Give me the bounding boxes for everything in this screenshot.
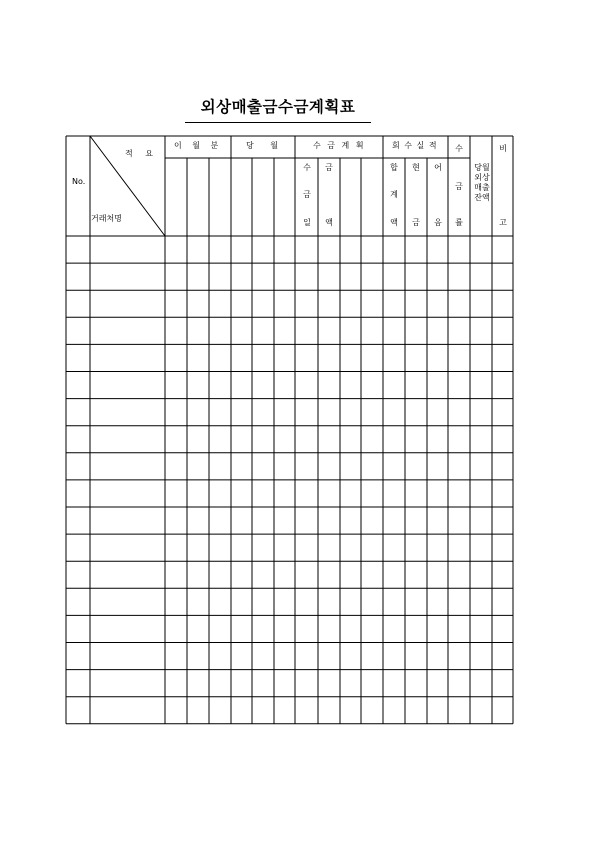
header-no: No.: [72, 177, 86, 186]
header-sum-3: 액: [390, 218, 398, 227]
header-client-name: 거래처명: [91, 214, 122, 223]
header-cash-1: 현: [412, 163, 420, 172]
header-receivable-2: 금: [455, 182, 463, 191]
header-plan-amount-2: 액: [325, 218, 333, 227]
header-bill-2: 음: [434, 218, 442, 227]
header-summary: 적 요: [125, 149, 158, 158]
header-plan-date-1: 수: [303, 163, 311, 172]
header-carryover: 이 월 분: [174, 141, 223, 150]
header-current-month: 당 월: [246, 141, 285, 150]
header-receivable-3: 률: [455, 218, 463, 227]
header-cash-2: 금: [412, 218, 420, 227]
header-remarks-top: 비: [499, 144, 507, 153]
header-remarks-bottom: 고: [499, 218, 507, 227]
header-plan-date-2: 금: [303, 190, 311, 199]
header-sum-2: 계: [390, 190, 398, 199]
form-title: 외상매출금수금계획표: [185, 96, 371, 123]
header-collection-plan: 수 금 계 획: [313, 141, 366, 150]
header-remaining-3: 매출: [474, 183, 490, 192]
header-collection-actual: 회 수 실 적: [392, 141, 438, 150]
header-receivable-top: 수: [455, 144, 463, 153]
header-plan-amount-1: 금: [325, 163, 333, 172]
header-sum-1: 합: [390, 163, 398, 172]
header-remaining-1: 당월: [474, 163, 490, 172]
header-remaining-4: 잔액: [474, 193, 490, 202]
header-remaining-2: 외상: [474, 173, 490, 182]
header-bill-1: 어: [434, 163, 442, 172]
header-plan-date-3: 일: [303, 218, 311, 227]
